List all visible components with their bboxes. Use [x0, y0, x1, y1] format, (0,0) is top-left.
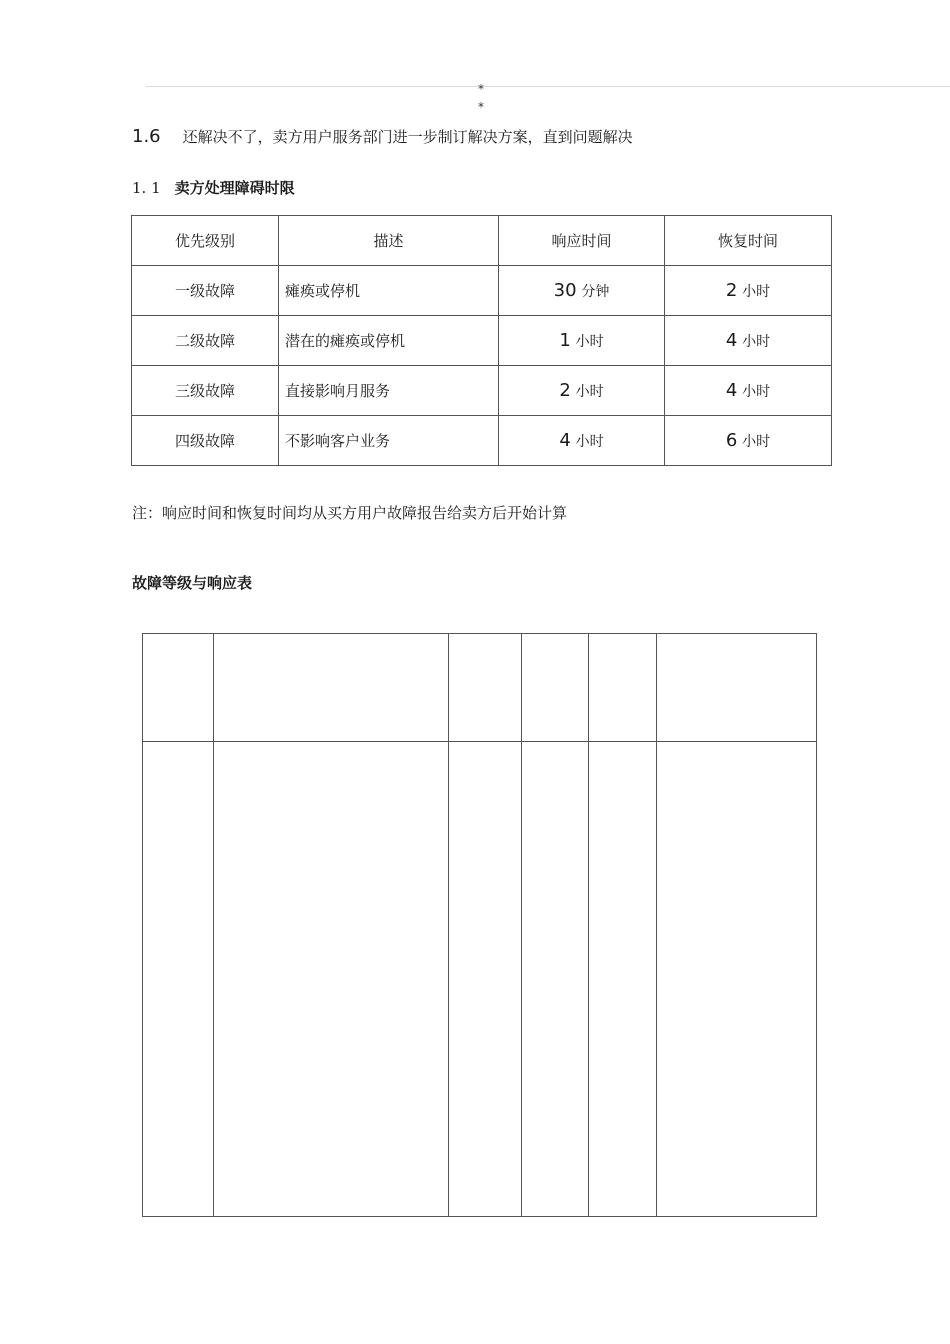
priority-cell: 二级故障 [132, 316, 279, 366]
response-cell [499, 366, 665, 416]
table-cell [214, 742, 449, 1217]
table-cell [522, 742, 589, 1217]
recovery-value: 4 [725, 380, 738, 401]
response-value: 4 [559, 430, 571, 451]
header-mark: * [478, 82, 484, 96]
description-cell: 瘫痪或停机 [279, 266, 499, 316]
section-number: 1.6 [132, 125, 161, 147]
recovery-cell [665, 416, 832, 466]
table-row [132, 366, 832, 416]
recovery-value: 4 [725, 330, 738, 351]
table2-title: 故障等级与响应表 [132, 574, 253, 592]
table-cell [522, 634, 589, 742]
table-cell [449, 742, 522, 1217]
fault-time-limit-table [131, 215, 832, 466]
recovery-cell [665, 266, 832, 316]
table-cell [657, 742, 817, 1217]
top-rule [146, 86, 950, 87]
table-row [132, 266, 832, 316]
header-priority: 优先级别 [132, 216, 279, 266]
response-value: 2 [559, 380, 571, 401]
priority-cell: 三级故障 [132, 366, 279, 416]
section-number: 1. 1 [132, 178, 161, 197]
recovery-unit: 小时 [742, 384, 771, 400]
fault-level-response-table [142, 633, 817, 1217]
table-cell [589, 634, 657, 742]
table-row [132, 316, 832, 366]
section-1-6-heading [132, 124, 633, 148]
priority-cell: 四级故障 [132, 416, 279, 466]
note-text: 注：响应时间和恢复时间均从买方用户故障报告给卖方后开始计算 [132, 504, 568, 522]
recovery-unit: 小时 [742, 334, 771, 350]
header-mark: * [478, 100, 484, 114]
response-cell [499, 416, 665, 466]
table-row [143, 742, 817, 1217]
header-response-time: 响应时间 [499, 216, 665, 266]
response-unit: 小时 [575, 434, 604, 450]
response-unit: 小时 [575, 334, 604, 350]
section-text: 还解决不了，卖方用户服务部门进一步制订解决方案，直到问题解决 [182, 127, 633, 146]
recovery-cell [665, 366, 832, 416]
response-unit: 分钟 [581, 284, 610, 300]
response-value: 1 [559, 330, 571, 351]
table-row [143, 634, 817, 742]
recovery-value: 2 [725, 280, 738, 301]
description-cell: 潜在的瘫痪或停机 [279, 316, 499, 366]
recovery-cell [665, 316, 832, 366]
table-cell [589, 742, 657, 1217]
header-recovery-time: 恢复时间 [665, 216, 832, 266]
description-cell: 直接影响月服务 [279, 366, 499, 416]
description-cell: 不影响客户业务 [279, 416, 499, 466]
recovery-unit: 小时 [742, 434, 771, 450]
priority-cell: 一级故障 [132, 266, 279, 316]
response-cell [499, 266, 665, 316]
response-unit: 小时 [575, 384, 604, 400]
table-cell [143, 634, 214, 742]
table-header-row [132, 216, 832, 266]
table-row [132, 416, 832, 466]
table-cell [214, 634, 449, 742]
response-value: 30 [553, 280, 577, 301]
recovery-unit: 小时 [742, 284, 771, 300]
section-1-1-heading [132, 177, 295, 198]
header-description: 描述 [279, 216, 499, 266]
table-cell [143, 742, 214, 1217]
table-cell [449, 634, 522, 742]
section-title: 卖方处理障碍时限 [174, 179, 295, 197]
table-cell [657, 634, 817, 742]
header-marks [474, 80, 488, 116]
recovery-value: 6 [725, 430, 738, 451]
response-cell [499, 316, 665, 366]
